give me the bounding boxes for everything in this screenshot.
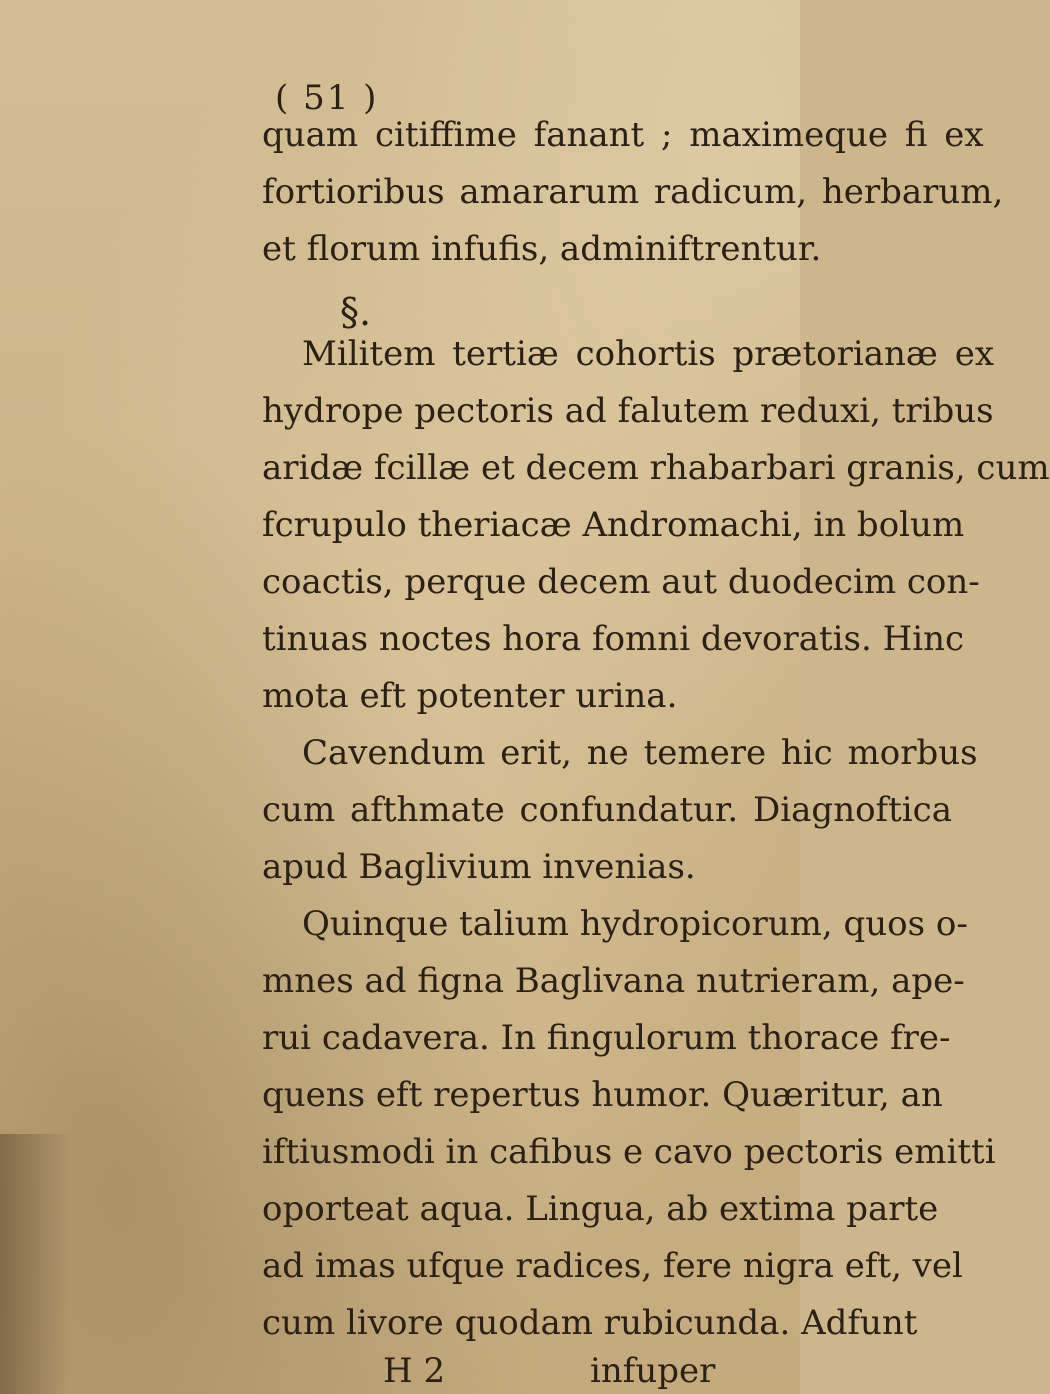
text-line: quens eft repertus humor. Quæritur, an [262,1075,943,1115]
signature-mark: H 2 [383,1351,446,1391]
section-mark: §. [340,290,372,334]
text-line: cum livore quodam rubicunda. Adfunt [262,1303,918,1343]
text-line: tinuas noctes hora fomni devoratis. Hinc [262,619,965,659]
text-line: mnes ad figna Baglivana nutrieram, ape- [262,961,965,1001]
text-line: coactis, perque decem aut duodecim con- [262,562,980,602]
text-line: aridæ fcillæ et decem rhabarbari granis, cum [262,448,1050,488]
page-number: ( 51 ) [275,78,379,118]
text-line: oporteat aqua. Lingua, ab extima parte [262,1189,939,1229]
text-line: mota eft potenter urina. [262,676,678,716]
text-line: iftiusmodi in cafibus e cavo pectoris emitti [262,1132,996,1172]
text-line: et florum infufis, adminiftrentur. [262,229,822,269]
text-line: rui cadavera. In fingulorum thorace fre- [262,1018,951,1058]
text-line: Quinque talium hydropicorum, quos o- [302,904,968,944]
text-line: hydrope pectoris ad falutem reduxi, tribus [262,391,994,431]
text-line: fortioribus amararum radicum, herbarum, [262,172,1004,212]
text-line: quam citiffime fanant ; maximeque fi ex [262,115,984,155]
catchword: infuper [590,1351,716,1391]
text-line: apud Baglivium invenias. [262,847,696,887]
page-edge-shadow [0,1134,70,1394]
text-line: Cavendum erit, ne temere hic morbus [302,733,978,773]
text-line: cum afthmate confundatur. Diagnoftica [262,790,952,830]
text-line: ad imas ufque radices, fere nigra eft, vel [262,1246,963,1286]
text-line: fcrupulo theriacæ Andromachi, in bolum [262,505,965,545]
text-line: Militem tertiæ cohortis prætorianæ ex [302,334,994,374]
